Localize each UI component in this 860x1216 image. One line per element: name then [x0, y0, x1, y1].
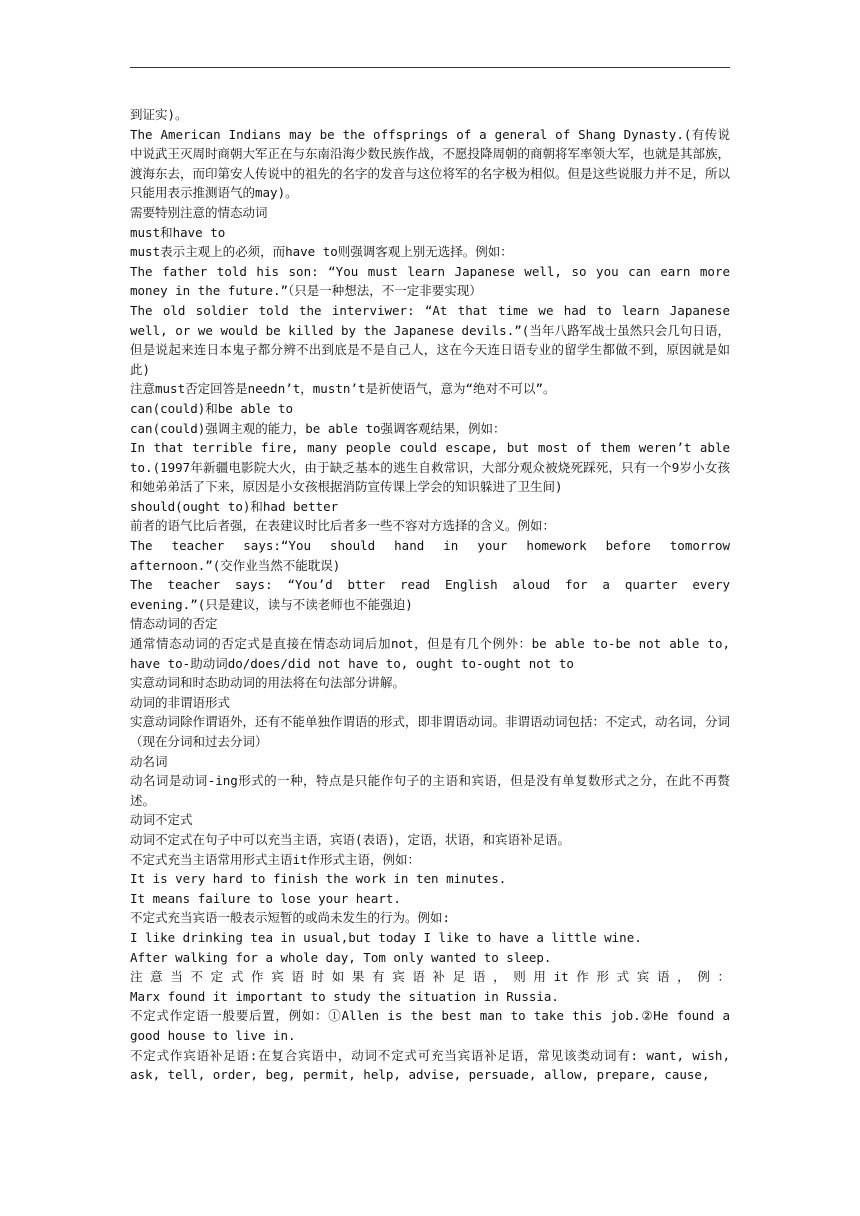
example-sentence: The teacher says: “You’d btter read English aloud for a quarter every evening.”(只是建议，读与不读老师也不能强迫)	[130, 577, 730, 612]
example-sentence: The father told his son: “You must learn Japanese well, so you can earn more money in the future.”（只是一种想法，不一定非要实现）	[130, 263, 730, 299]
document-body	[130, 105, 730, 1085]
section-heading: 动词不定式	[130, 812, 193, 828]
example-sentence: In that terrible fire, many people could escape, but most of them weren’t able to.(1997年新疆电影院大火，由于缺乏基本的逃生自救常识，大部分观众被烧死踩死，只有一个9岁小女孩和她弟弟活了下来，原因是小女孩根据消防宣传课上学会的知识躲进了卫生间)	[130, 440, 730, 495]
example-sentence: The teacher says:“You should hand in your homework before tomorrow afternoon.”(交作业当然不能耽误)	[130, 538, 730, 573]
text-line: 不定式作宾语补足语:在复合宾语中，动词不定式可充当宾语补足语，常见该类动词有: want, wish, ask, tell, order, beg, permit, help, advise, persuade, allow, prepare, cause,	[130, 1047, 730, 1083]
subheading: must和have to	[130, 224, 226, 240]
text-line: 动名词是动词-ing形式的一种，特点是只能作句子的主语和宾语，但是没有单复数形式之分，在此不再赘述。	[130, 773, 730, 808]
subheading: can(could)和be able to	[130, 400, 294, 416]
example-sentence: It is very hard to finish the work in ten minutes.	[130, 871, 507, 887]
text-line: 通常情态动词的否定式是直接在情态动词后加not，但是有几个例外：be able to-be not able to, have to-助动词do/does/did not have to, ought to-ought not to	[130, 636, 730, 671]
text-line: 不定式作定语一般要后置，例如：①Allen is the best man to take this job.②He found a good house to live in.	[130, 1008, 730, 1043]
text-line: The American Indians may be the offsprings of a general of Shang Dynasty.(有传说中说武王灭周时商朝大军正在与东南沿海少数民族作战，不愿投降周朝的商朝将军率领大军，也就是其部族，渡海东去，而印第安人传说中的祖先的名字的发音与这位将军的名字极为相似。但是这些说服力并不足，所以只能用表示推测语气的may)。	[130, 126, 731, 201]
header-rule	[130, 67, 730, 68]
text-line: can(could)强调主观的能力，be able to强调客观结果，例如：	[130, 420, 506, 436]
section-heading: 需要特别注意的情态动词	[130, 204, 268, 220]
text-line: 前者的语气比后者强，在表建议时比后者多一些不容对方选择的含义。例如：	[130, 518, 556, 534]
example-sentence: The old soldier told the interviwer: “At that time we had to learn Japanese well, or we would be killed by the Japanese devils.”(当年八路军战士虽然只会几句日语，但是说起来连日本鬼子都分辨不出到底是不是自己人，这在今天连日语专业的留学生都做不到，原因就是如此)	[130, 302, 730, 377]
text-line: 实意动词除作谓语外，还有不能单独作谓语的形式，即非谓语动词。非谓语动词包括：不定式，动名词，分词（现在分词和过去分词）	[130, 714, 731, 749]
subheading: should(ought to)和had better	[130, 498, 339, 514]
text-line: must表示主观上的必须，而have to则强调客观上别无选择。例如：	[130, 244, 513, 260]
text-line: 不定式充当宾语一般表示短暂的或尚未发生的行为。例如:	[130, 910, 451, 926]
text-line: 不定式充当主语常用形式主语it作形式主语，例如：	[130, 851, 421, 867]
section-heading: 动名词	[130, 753, 168, 769]
text-line: 注意当不定式作宾语时如果有宾语补足语，则用it作形式宾语，例：	[130, 969, 730, 985]
section-heading: 动词的非谓语形式	[130, 694, 231, 710]
text-line: 动词不定式在句子中可以充当主语，宾语(表语)，定语，状语，和宾语补足语。	[130, 831, 571, 847]
section-heading: 情态动词的否定	[130, 616, 218, 632]
example-sentence: It means failure to lose your heart.	[130, 890, 401, 906]
text-line: 注意must否定回答是needn’t，mustn’t是祈使语气，意为“绝对不可以”。	[130, 381, 556, 397]
example-sentence: I like drinking tea in usual,but today I like to have a little wine.	[130, 929, 642, 945]
text-line: 到证实)。	[130, 107, 188, 122]
example-sentence: Marx found it important to study the situation in Russia.	[130, 988, 559, 1004]
text-line: 实意动词和时态助动词的用法将在句法部分讲解。	[130, 675, 406, 691]
example-sentence: After walking for a whole day, Tom only wanted to sleep.	[130, 949, 552, 965]
